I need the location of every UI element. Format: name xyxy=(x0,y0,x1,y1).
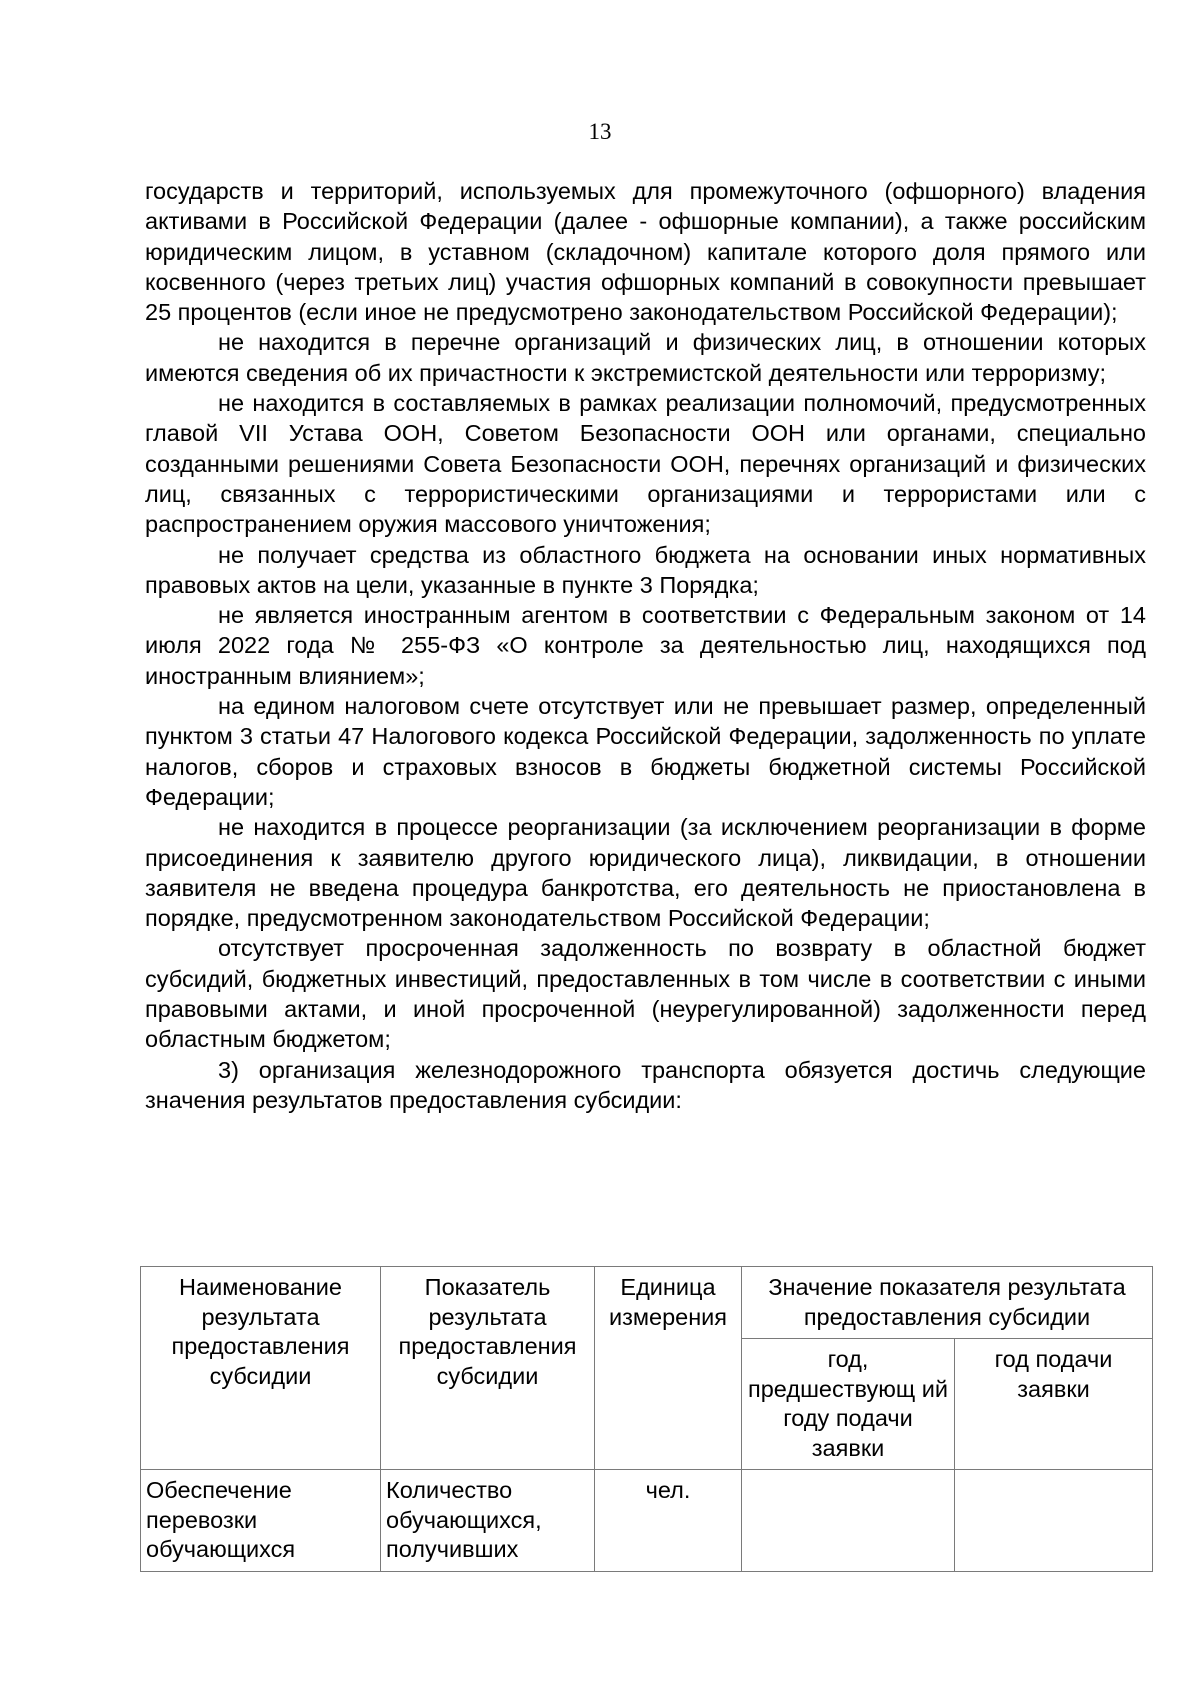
paragraph: не является иностранным агентом в соответствии с Федеральным законом от 14 июля 2022 года № 255-ФЗ «О контроле за деятельностью лиц, находящихся под иностранным влиянием»; xyxy=(145,602,1146,689)
header-previous-year: год, предшествующ ий году подачи заявки xyxy=(742,1339,955,1470)
cell-indicator: Количество обучающихся, получивших xyxy=(381,1470,595,1572)
table-header-row xyxy=(141,1267,1153,1339)
cell-application-year-value xyxy=(955,1470,1153,1572)
cell-previous-year-value xyxy=(742,1470,955,1572)
paragraph: не получает средства из областного бюджета на основании иных нормативных правовых актов на цели, указанные в пункте 3 Порядка; xyxy=(145,541,1146,598)
paragraph: 3) организация железнодорожного транспорта обязуется достичь следующие значения результатов предоставления субсидии: xyxy=(145,1056,1146,1113)
results-table-container xyxy=(140,1266,1152,1572)
paragraph: не находится в составляемых в рамках реализации полномочий, предусмотренных главой VII Устава ООН, Советом Безопасности ООН или органами, специально созданными решениями Совета Безопасности ООН, перечнях организаций и физических лиц, связанных с террористическими организациями и террористами или с распространением оружия массового уничтожения; xyxy=(145,390,1146,538)
header-unit: Единица измерения xyxy=(595,1267,742,1470)
paragraph: не находится в процессе реорганизации (за исключением реорганизации в форме присоединения к заявителю другого юридического лица), ликвидации, в отношении заявителя не введена процедура банкротства, его деятельность не приостановлена в порядке, предусмотренном законодательством Российской Федерации; xyxy=(145,814,1146,932)
body-text xyxy=(145,176,1146,1115)
header-result-name: Наименование результата предоставления субсидии xyxy=(141,1267,381,1470)
header-indicator-value-group: Значение показателя результата предоставления субсидии xyxy=(742,1267,1153,1339)
paragraph: на едином налоговом счете отсутствует или не превышает размер, определенный пунктом 3 статьи 47 Налогового кодекса Российской Федерации, задолженность по уплате налогов, сборов и страховых взносов в бюджеты бюджетной системы Российской Федерации; xyxy=(145,693,1146,810)
header-result-indicator: Показатель результата предоставления субсидии xyxy=(381,1267,595,1470)
paragraph: отсутствует просроченная задолженность по возврату в областной бюджет субсидий, бюджетных инвестиций, предоставленных в том числе в соответствии с иными правовыми актами, и иной просроченной (неурегулированной) задолженности перед областным бюджетом; xyxy=(145,935,1146,1053)
cell-result-name: Обеспечение перевозки обучающихся xyxy=(141,1470,381,1572)
paragraph: не находится в перечне организаций и физических лиц, в отношении которых имеются сведения об их причастности к экстремистской деятельности или терроризму; xyxy=(145,329,1146,386)
header-application-year: год подачи заявки xyxy=(955,1339,1153,1470)
paragraph: государств и территорий, используемых для промежуточного (офшорного) владения активами в Российской Федерации (далее - офшорные компании), а также российским юридическим лицом, в уставном (складочном) капитале которого доля прямого или косвенного (через третьих лиц) участия офшорных компаний в совокупности превышает 25 процентов (если иное не предусмотрено законодательством Российской Федерации); xyxy=(145,178,1146,326)
page-number: 13 xyxy=(588,119,612,144)
results-table xyxy=(140,1266,1153,1572)
table-row xyxy=(141,1470,1153,1572)
cell-unit: чел. xyxy=(595,1470,742,1572)
